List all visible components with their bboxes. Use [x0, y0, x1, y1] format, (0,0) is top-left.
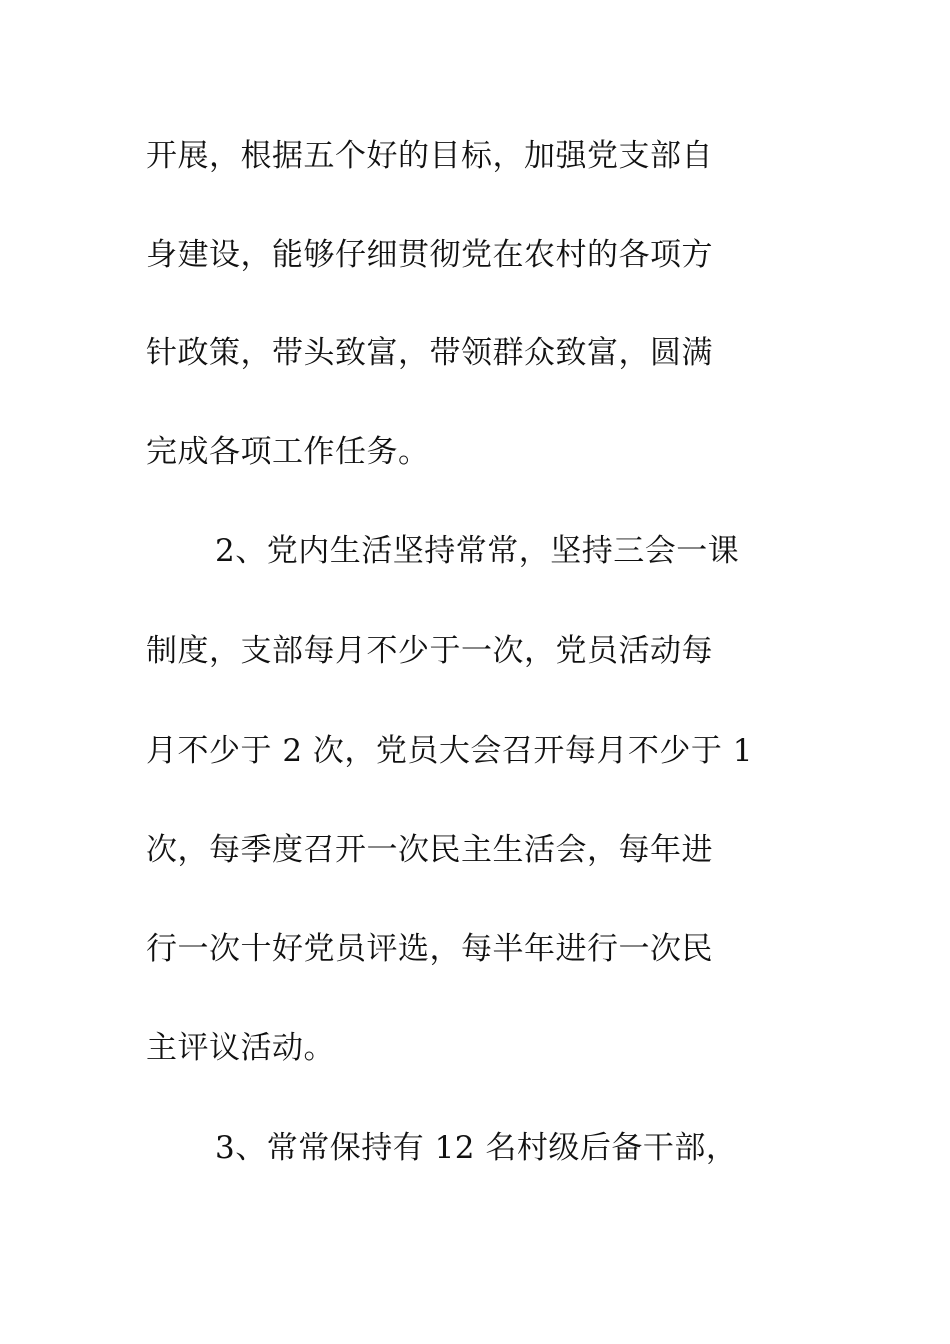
text-line: 次，每季度召开一次民主生活会，每年进 — [146, 832, 713, 868]
text-line: 主评议活动。 — [146, 1030, 335, 1066]
text-line: 完成各项工作任务。 — [146, 434, 430, 470]
text-line: 开展，根据五个好的目标，加强党支部自 — [146, 138, 713, 174]
text-line: 行一次十好党员评选，每半年进行一次民 — [146, 931, 713, 967]
text-line: 身建设，能够仔细贯彻党在农村的各项方 — [146, 237, 713, 273]
text-line: 制度，支部每月不少于一次，党员活动每 — [146, 633, 713, 669]
text-line: 月不少于 2 次，党员大会召开每月不少于 1 — [146, 733, 754, 769]
text-line: 针政策，带头致富，带领群众致富，圆满 — [146, 335, 713, 371]
text-line: 3、常常保持有 12 名村级后备干部， — [215, 1130, 738, 1166]
text-line: 2、党内生活坚持常常，坚持三会一课 — [215, 533, 740, 569]
